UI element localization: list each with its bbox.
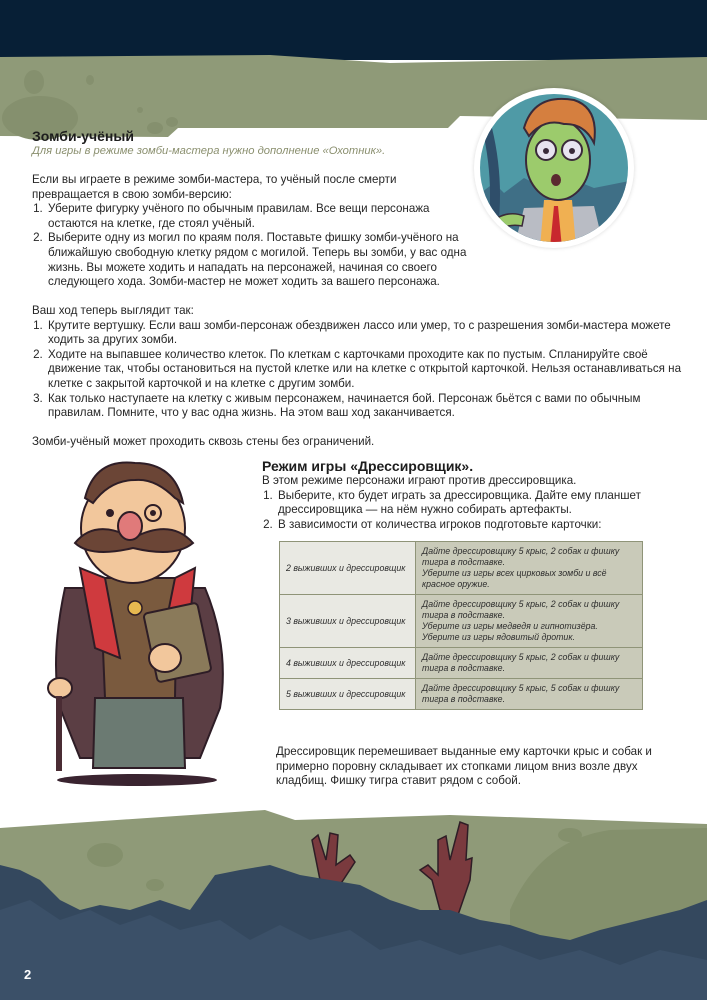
zombie-scientist-icon xyxy=(474,88,634,248)
page-number: 2 xyxy=(24,967,32,982)
trainer-steps xyxy=(262,489,682,533)
table-row xyxy=(280,595,643,648)
setup-line: Уберите из игры медведя и гипнотизёра. xyxy=(422,621,598,631)
setup-cell xyxy=(416,648,643,679)
zombie-turn-section xyxy=(32,304,682,449)
section-title: Зомби-учёный xyxy=(32,128,134,144)
section-subtitle: Для игры в режиме зомби-мастера нужно дополнение «Охотник». xyxy=(32,145,386,157)
turn-intro: Ваш ход теперь выглядит так: xyxy=(32,304,194,317)
card-setup-table xyxy=(279,541,643,710)
zombie-scientist-portrait xyxy=(474,88,634,248)
trainer-intro: В этом режиме персонажи играют против дрессировщика. xyxy=(262,474,577,487)
table-row xyxy=(280,542,643,595)
players-cell: 5 выживших и дрессировщик xyxy=(280,679,416,710)
setup-line: Дайте дрессировщику 5 крыс, 2 собак и фишку тигра в подставке. xyxy=(422,652,620,673)
setup-cell xyxy=(416,542,643,595)
setup-cell xyxy=(416,595,643,648)
trainer-closing-text: Дрессировщик перемешивает выданные ему карточки крыс и собак и примерно поровну складывает их стопками лицом вниз возле двух кладбищ. Фишку тигра ставит рядом с собой. xyxy=(276,745,652,788)
players-cell: 2 выживших и дрессировщик xyxy=(280,542,416,595)
wall-note: Зомби-учёный может проходить сквозь стены без ограничений. xyxy=(32,434,375,448)
list-item: 2. В зависимости от количества игроков подготовьте карточки: xyxy=(276,518,682,533)
setup-line: Дайте дрессировщику 5 крыс, 2 собак и фишку тигра в подставке. xyxy=(422,599,620,620)
table-row xyxy=(280,679,643,710)
list-item: 1. Крутите вертушку. Если ваш зомби-персонаж обездвижен лассо или умер, то с разрешения зомби-мастера можете ходить за других зомби. xyxy=(46,319,682,348)
setup-line: Дайте дрессировщику 5 крыс, 2 собак и фишку тигра в подставке. xyxy=(422,546,620,567)
players-cell: 4 выживших и дрессировщик xyxy=(280,648,416,679)
conversion-steps xyxy=(32,202,472,290)
list-item: 3. Как только наступаете на клетку с живым персонажем, начинается бой. Персонаж бьётся с вами по обычным правилам. Помните, что у вас одна жизнь. На этом ваш ход заканчивается. xyxy=(46,392,682,421)
list-item: 1. Уберите фигурку учёного по обычным правилам. Все вещи персонажа остаются на клетке, где стоял учёный. xyxy=(46,202,472,231)
setup-line: Дайте дрессировщику 5 крыс, 5 собак и фишку тигра в подставке. xyxy=(422,683,620,704)
trainer-mode-section xyxy=(262,458,682,532)
setup-line: Уберите из игры всех цирковых зомби и всё красное оружие. xyxy=(422,568,607,589)
zombie-scientist-section xyxy=(32,128,472,290)
ringmaster-icon xyxy=(25,458,240,788)
turn-steps xyxy=(32,319,682,421)
intro-text: Если вы играете в режиме зомби-мастера, то учёный после смерти превращается в свою зомби-версию: xyxy=(32,173,397,201)
table-row xyxy=(280,648,643,679)
players-cell: 3 выживших и дрессировщик xyxy=(280,595,416,648)
list-item: 1. Выберите, кто будет играть за дрессировщика. Дайте ему планшет дрессировщика — на нём нужно собирать артефакты. xyxy=(276,489,668,518)
setup-line: Уберите из игры ядовитый дротик. xyxy=(422,632,575,642)
list-item: 2. Ходите на выпавшее количество клеток. По клеткам с карточками проходите как по пустым. Спланируйте своё движение так, чтобы остановиться на пустой клетке или на клетке с открытой карточкой. Нельзя останавливаться на клетке с закрытой карточкой и на клетке с другим зомби. xyxy=(46,348,682,392)
footer-background xyxy=(0,800,707,1000)
list-item: 2. Выберите одну из могил по краям поля. Поставьте фишку зомби-учёного на ближайшую свободную клетку рядом с могилой. Теперь вы зомби, у вас одна жизнь. Вы можете ходить и нападать на персонажей, начиная со своего следующего хода. Зомби-мастер не может ходить за вашего персонажа. xyxy=(46,231,472,289)
ringmaster-character xyxy=(25,458,240,788)
section-title: Режим игры «Дрессировщик». xyxy=(262,458,474,474)
setup-cell xyxy=(416,679,643,710)
